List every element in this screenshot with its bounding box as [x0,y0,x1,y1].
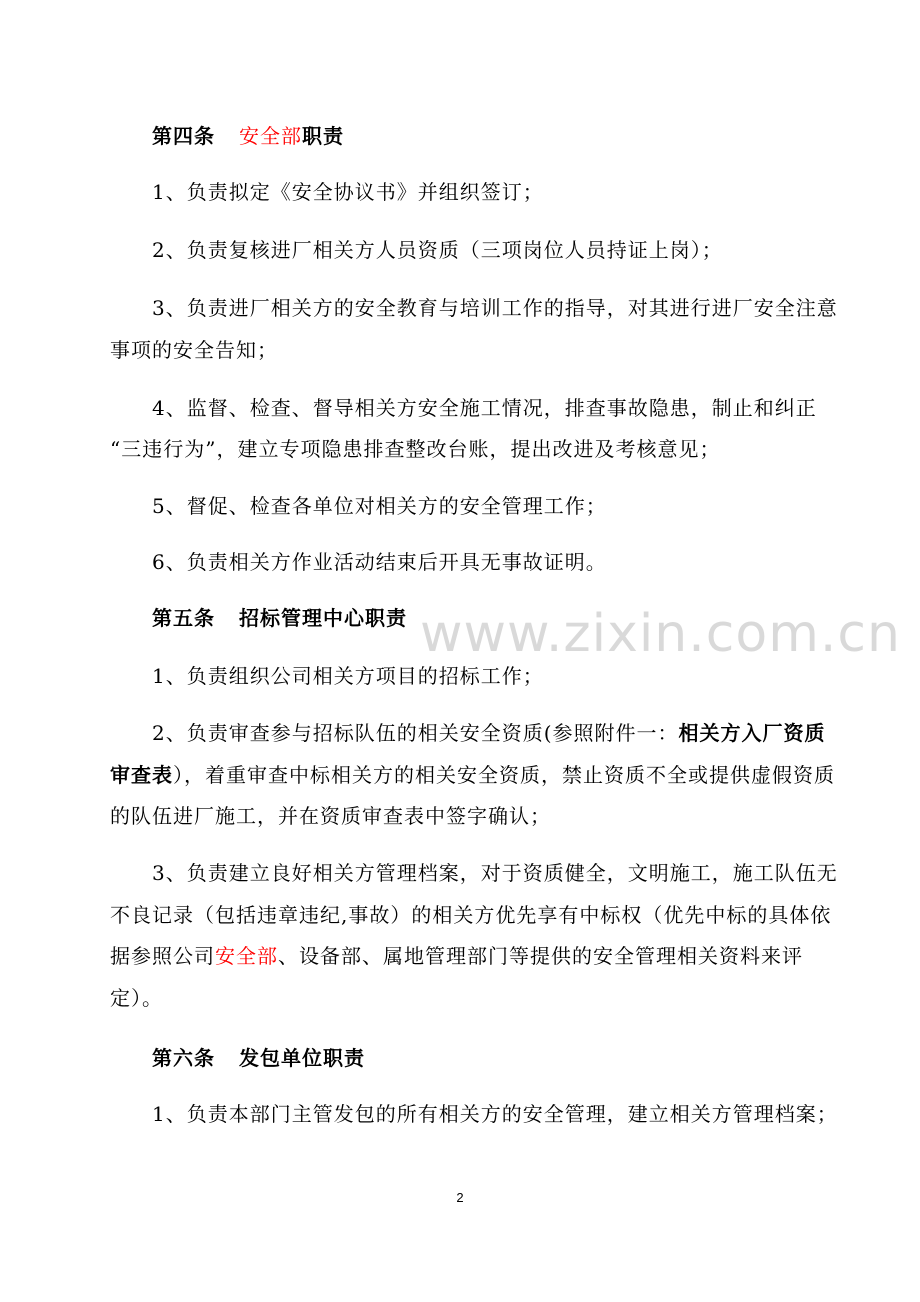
section-5-item-3-line-3 [110,944,803,968]
section-6-item-1: 1、负责本部门主管发包的所有相关方的安全管理，建立相关方管理档案； [152,1102,838,1126]
section-4-item-1: 1、负责拟定《安全协议书》并组织签订； [152,180,544,204]
section-5-item-3-line-4: 定）。 [110,986,163,1010]
section-5-item-2-line-3: 的队伍进厂施工，并在资质审查表中签字确认； [110,804,551,828]
section-6-heading [152,1046,365,1070]
section-5-title: 招标管理中心职责 [239,606,407,630]
section-5-item-2-text-2: ），着重审查中标相关方的相关安全资质，禁止资质不全或提供虚假资质 [173,763,835,787]
section-4-item-3-line-2: 事项的安全告知； [110,338,278,362]
section-5-item-3-text-post: 、设备部、属地管理部门等提供的安全管理相关资料来评 [278,944,803,968]
section-5-dept-highlight: 安全部 [215,944,278,968]
section-6-number: 第六条 [152,1046,215,1070]
appendix-title-part-1: 相关方入厂资质 [678,721,826,745]
section-4-item-2: 2、负责复核进厂相关方人员资质（三项岗位人员持证上岗）； [152,238,723,262]
watermark: www.zixin.com.cn [420,604,901,664]
section-4-number: 第四条 [152,124,215,148]
section-4-item-4-line-1: 4、监督、检查、督导相关方安全施工情况，排查事故隐患，制止和纠正 [152,396,817,420]
section-4-item-6: 6、负责相关方作业活动结束后开具无事故证明。 [152,550,607,574]
section-4-item-3-line-1: 3、负责进厂相关方的安全教育与培训工作的指导，对其进行进厂安全注意 [152,296,838,320]
page-number: 2 [456,1190,464,1205]
section-5-item-3-line-2: 不良记录（包括违章违纪,事故）的相关方优先享有中标权（优先中标的具体依 [110,903,832,927]
section-4-item-5: 5、督促、检查各单位对相关方的安全管理工作； [152,494,607,518]
section-5-heading [152,606,407,630]
section-5-item-3-text-pre: 据参照公司 [110,944,215,968]
section-5-item-1: 1、负责组织公司相关方项目的招标工作； [152,664,544,688]
section-5-item-3-line-1: 3、负责建立良好相关方管理档案，对于资质健全，文明施工，施工队伍无 [152,861,838,885]
section-6-title: 发包单位职责 [239,1046,365,1070]
section-5-item-2-line-1 [152,721,826,745]
section-5-item-2-line-2 [110,763,835,787]
section-5-number: 第五条 [152,606,215,630]
appendix-title-part-2: 审查表 [110,763,173,787]
section-4-heading [152,124,344,148]
section-4-title-suffix: 职责 [302,124,344,148]
section-4-item-4-line-2: “三违行为”，建立专项隐患排查整改台账，提出改进及考核意见； [110,437,721,461]
section-4-dept-highlight: 安全部 [239,124,302,148]
section-5-item-2-text: 2、负责审查参与招标队伍的相关安全资质(参照附件一： [152,721,679,745]
